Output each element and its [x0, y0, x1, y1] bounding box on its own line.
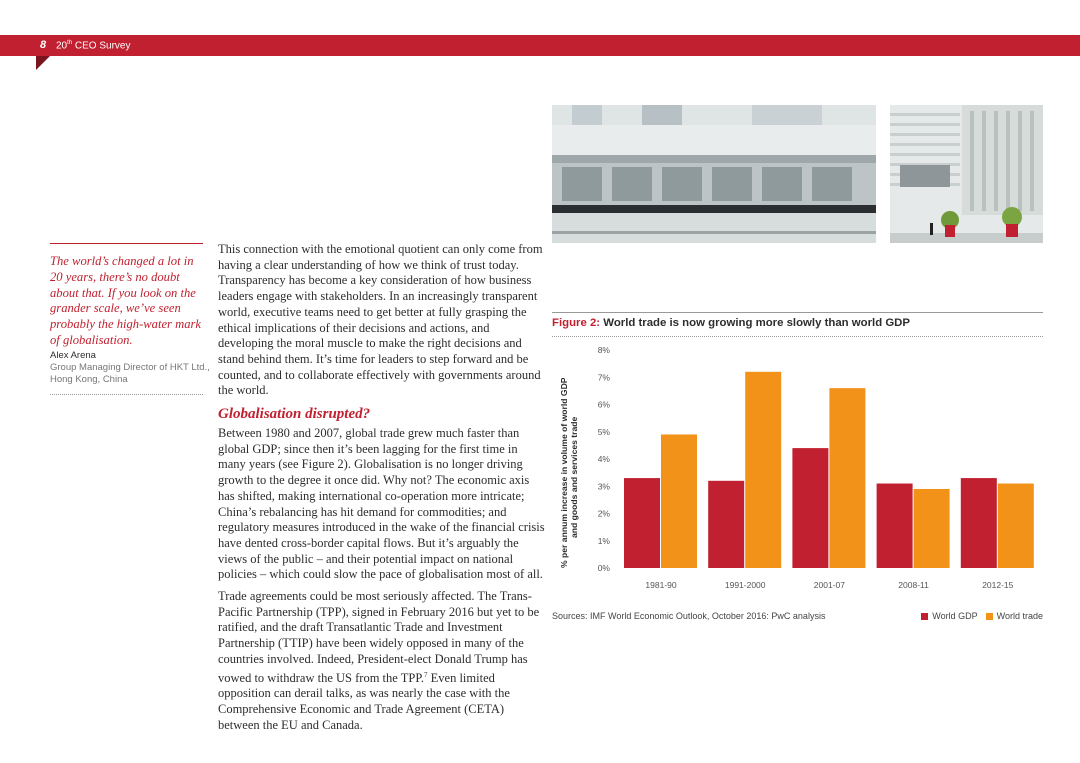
body-paragraph-1: This connection with the emotional quotient can only come from having a clear understanding of how we think of trust today. Transparency has become a key consideration of how business leaders engage with stakeholders. In an increasingly transparent world, executive teams need to get better at fully grasping the ethical implications of their decisions and actions, and developing the moral muscle to make the right decisions and stand behind them. It’s time for leaders to step forward and be counted, and to collaborate effectively with governments around the world. [218, 242, 543, 398]
x-tick-label: 2012-15 [982, 580, 1014, 590]
y-tick-label: 4% [597, 454, 610, 464]
para3-part-a: Trade agreements could be most seriously affected. The Trans-Pacific Partnership (TPP), signed in February 2016 but yet to be ratified, and the draft Transatlantic Trade and Investment Partnership (TTIP) have been widely opposed in many of the countries involved. Indeed, President-elect Donald Trump has vowed to withdraw the US from the TPP. [218, 589, 540, 685]
photo-skybridge-art [552, 105, 876, 243]
survey-title-prefix: 20 [56, 40, 68, 52]
legend-item-gdp [921, 611, 977, 621]
figure-sources: Sources: IMF World Economic Outlook, October 2016: PwC analysis [552, 611, 826, 621]
figure-dotted-rule [552, 336, 1043, 337]
legend-item-trade [986, 611, 1043, 621]
legend-swatch-trade [986, 613, 993, 620]
y-tick-label: 2% [597, 508, 610, 519]
header-fold-decoration [36, 56, 50, 70]
x-tick-label: 1991-2000 [724, 580, 766, 590]
body-paragraph-2: Between 1980 and 2007, global trade grew much faster than global GDP; since then it’s been lagging for the first time in many years (see Figure 2). Globalisation is no longer driving growth to the degree it once did. Why not? The economic axis has shifted, making international co-operation more intricate; China’s rebalancing has hit demand for commodities; and regulatory measures introduced in the wake of the financial crisis have dented cross-border capital flows. But it’s arguably the views of the public – and their potential impact on national policies – which could slow the pace of globalisation most of all. [218, 426, 545, 582]
bar-world-gdp-1981-90 [624, 478, 660, 568]
bar-world-gdp-1991-2000 [708, 481, 744, 568]
y-tick-label: 6% [597, 399, 610, 410]
figure-title-text: World trade is now growing more slowly than world GDP [600, 317, 911, 329]
legend-label-trade: World trade [996, 611, 1043, 621]
legend-label-gdp: World GDP [932, 611, 978, 621]
bar-world-trade-1981-90 [661, 434, 697, 568]
survey-title-sup: th [67, 40, 73, 46]
body-paragraph-3 [218, 589, 546, 733]
header-band [0, 35, 1080, 56]
section-heading: Globalisation disrupted? [218, 406, 371, 422]
y-tick-label: 3% [597, 481, 610, 492]
y-tick-label: 0% [597, 563, 610, 573]
bar-world-trade-2008-11 [914, 489, 950, 568]
x-tick-label: 2001-07 [813, 580, 846, 590]
x-tick-label: 2008-11 [898, 580, 929, 590]
y-tick-label: 5% [597, 426, 610, 437]
quote-author-name: Alex Arena [50, 350, 96, 361]
bar-world-gdp-2001-07 [792, 448, 828, 568]
legend-swatch-gdp [921, 613, 928, 620]
y-tick-label: 8% [597, 345, 610, 355]
quote-bottom-rule [50, 394, 203, 395]
figure-label: Figure 2: [552, 317, 601, 329]
survey-title [56, 40, 131, 51]
para3-part-b: Even limited opposition can derail talks, as was nearly the case with the Comprehensive Economic and Trade Agreement (CETA) between the EU and Canada. [218, 670, 510, 732]
quote-author-role: Group Managing Director of HKT Ltd., Hong Kong, China [50, 362, 210, 385]
chart-ylabel-line2: and goods and services trade [569, 416, 579, 538]
bar-world-gdp-2012-15 [961, 478, 997, 568]
bar-world-gdp-2008-11 [877, 484, 913, 568]
x-tick-label: 1981-90 [645, 580, 677, 590]
photo-building-facade-art [890, 105, 1043, 243]
footnote-ref: 7 [424, 670, 428, 679]
survey-title-rest: CEO Survey [72, 40, 131, 52]
bar-chart [552, 340, 1043, 598]
figure-top-rule [552, 312, 1043, 313]
photo-skybridge [552, 105, 876, 243]
figure-title [552, 317, 910, 329]
bar-world-trade-2001-07 [829, 388, 865, 568]
page-number: 8 [40, 39, 47, 51]
y-tick-label: 1% [597, 535, 610, 546]
photo-building-facade [890, 105, 1043, 243]
pull-quote: The world’s changed a lot in 20 years, there’s no doubt about that. If you look on the grander scale, we’ve seen probably the high-water mark of globalisation. [50, 254, 201, 347]
bar-world-trade-1991-2000 [745, 372, 781, 568]
bar-world-trade-2012-15 [998, 484, 1034, 568]
chart-ylabel-line1: % per annum increase in volume of world GDP [559, 377, 569, 568]
y-tick-label: 7% [597, 372, 610, 383]
quote-top-rule [50, 243, 203, 244]
chart-legend [921, 611, 1043, 621]
